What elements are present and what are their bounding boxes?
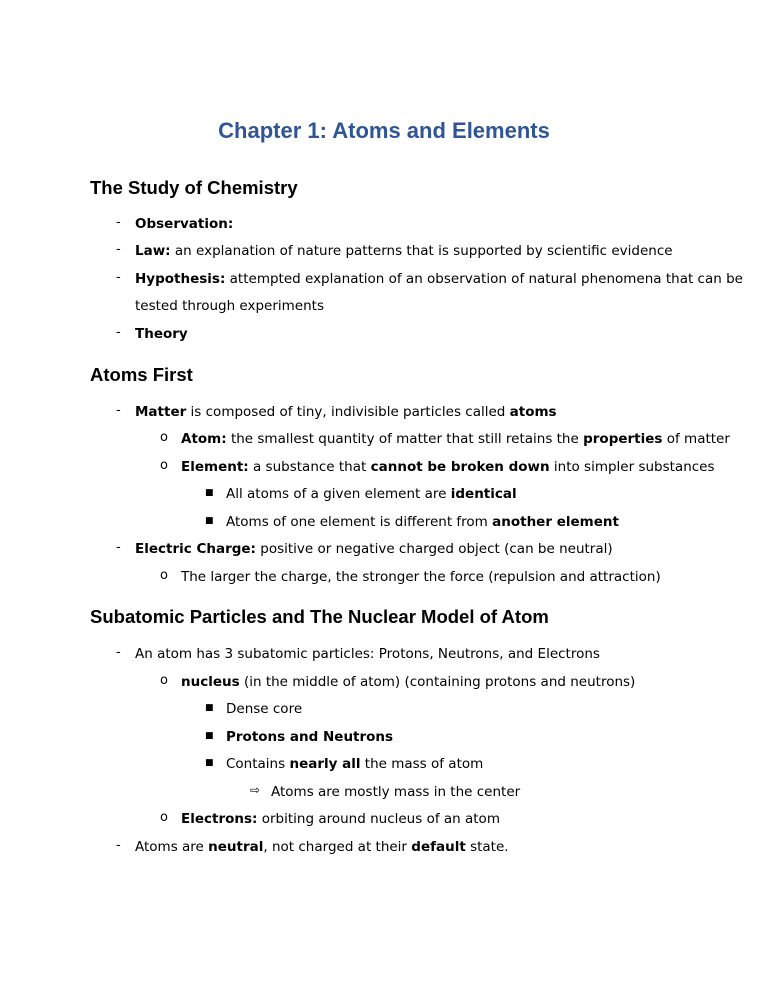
section-heading-study: The Study of Chemistry [90, 177, 298, 198]
list-item-mass [226, 755, 483, 773]
text: the smallest quantity of matter that still retains the [226, 431, 584, 447]
text: Atoms of one element is different from [226, 514, 493, 530]
square-bullet: ■ [205, 758, 214, 768]
bold-text: Matter [135, 404, 187, 420]
text: Atoms are [135, 839, 209, 855]
definition: attempted explanation of an observation of natural phenomena that can be [225, 271, 743, 287]
bold-text: default [411, 839, 466, 855]
list-item-law [135, 242, 673, 260]
list-item-electrons [181, 810, 500, 828]
bold-text: properties [583, 431, 663, 447]
list-item-matter [135, 403, 557, 421]
dash-bullet: - [116, 645, 121, 660]
list-item-atom [181, 430, 730, 448]
bold-text: Atom: [181, 431, 227, 447]
bold-text: Electric Charge: [135, 541, 256, 557]
dash-bullet: - [116, 403, 121, 418]
text: into simpler substances [549, 459, 715, 475]
section-heading-subatomic: Subatomic Particles and The Nuclear Model of Atom [90, 606, 549, 627]
list-item-electric-charge [135, 540, 613, 558]
term: Law: [135, 243, 171, 259]
text: Contains [226, 756, 290, 772]
dash-bullet: - [116, 270, 121, 285]
text: All atoms of a given element are [226, 486, 451, 502]
list-item-identical [226, 485, 517, 503]
square-bullet: ■ [205, 516, 214, 526]
dash-bullet: - [116, 215, 121, 230]
dash-bullet: - [116, 242, 121, 257]
text: the mass of atom [360, 756, 484, 772]
square-bullet: ■ [205, 488, 214, 498]
list-item-neutral [135, 838, 509, 856]
circle-bullet: o [160, 810, 168, 825]
circle-bullet: o [160, 458, 168, 473]
bold-text: Element: [181, 459, 249, 475]
circle-bullet: o [160, 430, 168, 445]
list-item-center: Atoms are mostly mass in the center [271, 784, 521, 800]
list-item-dense-core: Dense core [226, 701, 303, 717]
square-bullet: ■ [205, 703, 214, 713]
circle-bullet: o [160, 568, 168, 583]
page-title: Chapter 1: Atoms and Elements [218, 118, 550, 143]
list-item-hypothesis-cont: tested through experiments [135, 298, 324, 314]
text: positive or negative charged object (can be neutral) [255, 541, 613, 557]
circle-bullet: o [160, 673, 168, 688]
bold-text: nucleus [181, 674, 240, 690]
list-item-protons-neutrons [226, 728, 393, 746]
text: (in the middle of atom) (containing protons and neutrons) [239, 674, 636, 690]
text: orbiting around nucleus of an atom [257, 811, 500, 827]
dash-bullet: - [116, 838, 121, 853]
bold-text: another element [492, 514, 619, 530]
dash-bullet: - [116, 540, 121, 555]
text: , not charged at their [263, 839, 412, 855]
list-item-hypothesis [135, 270, 743, 288]
bold-text: atoms [509, 404, 557, 420]
list-item-nucleus [181, 673, 635, 691]
bold-text: neutral [208, 839, 264, 855]
dash-bullet: - [116, 325, 121, 340]
list-item-force: The larger the charge, the stronger the force (repulsion and attraction) [181, 569, 661, 585]
section-heading-atoms-first: Atoms First [90, 364, 193, 385]
bold-text: Protons and Neutrons [226, 729, 394, 745]
list-item-particles: An atom has 3 subatomic particles: Protons, Neutrons, and Electrons [135, 646, 600, 662]
square-bullet: ■ [205, 731, 214, 741]
list-item-element [181, 458, 715, 476]
bold-text: Electrons: [181, 811, 258, 827]
list-item-theory [135, 325, 188, 343]
text: state. [465, 839, 509, 855]
list-item-observation [135, 215, 233, 233]
list-item-different [226, 513, 619, 531]
arrow-bullet-icon: ⇨ [250, 783, 261, 797]
term: Hypothesis: [135, 271, 226, 287]
bold-text: nearly all [289, 756, 361, 772]
text: of matter [662, 431, 730, 447]
term: Theory [135, 326, 188, 342]
bold-text: identical [450, 486, 517, 502]
definition: an explanation of nature patterns that is supported by scientific evidence [170, 243, 673, 259]
text: is composed of tiny, indivisible particles called [186, 404, 510, 420]
term: Observation: [135, 216, 234, 232]
text: a substance that [248, 459, 371, 475]
bold-text: cannot be broken down [370, 459, 550, 475]
